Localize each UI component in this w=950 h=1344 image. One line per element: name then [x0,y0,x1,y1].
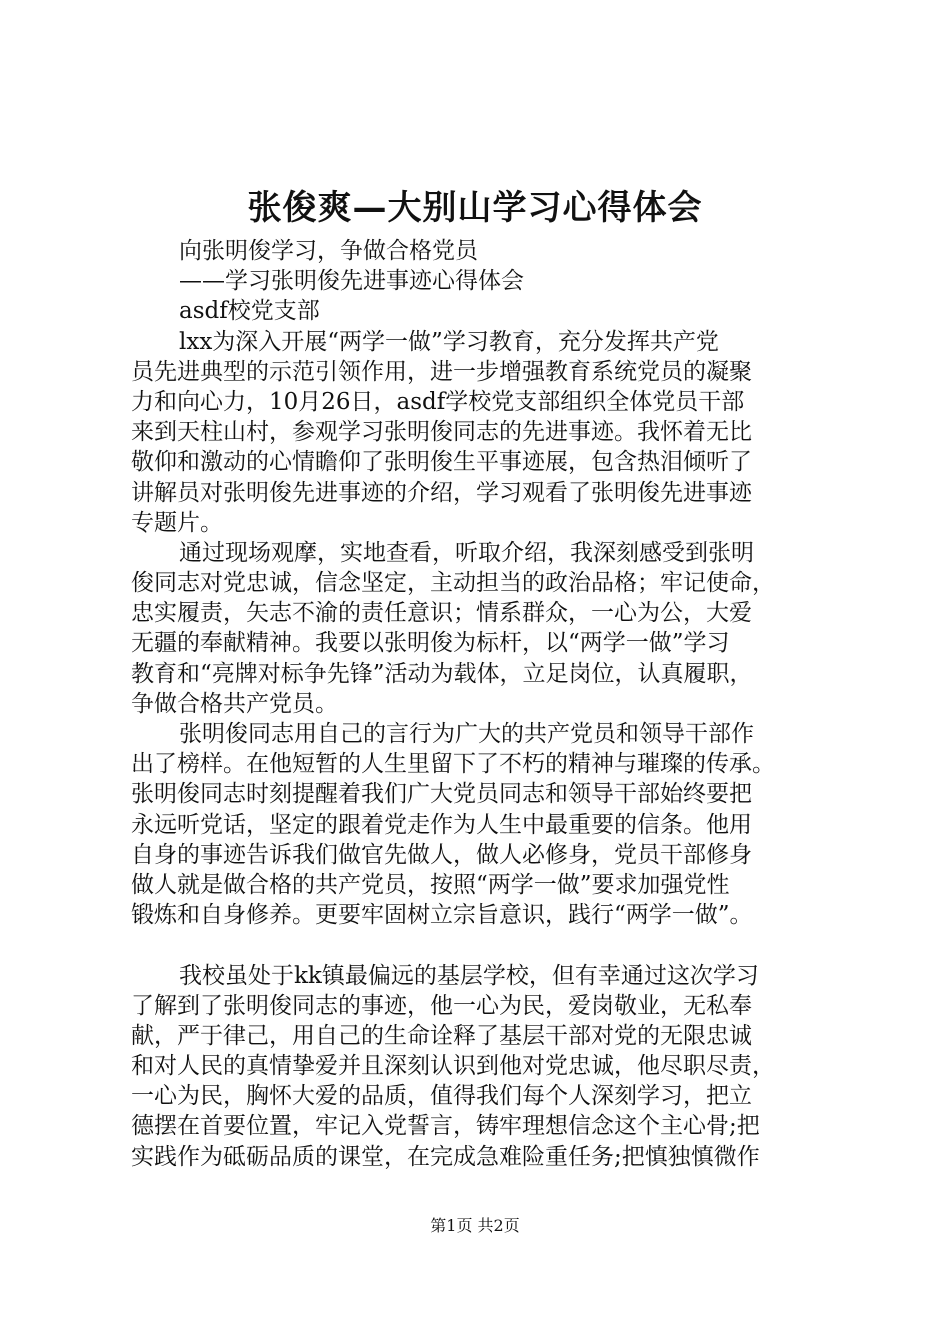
document-body [131,236,845,1172]
document-title: 张俊爽—大别山学习心得体会 [247,188,703,228]
paragraph-line: 来到天柱山村，参观学习张明俊同志的先进事迹。我怀着无比 [131,419,752,446]
page-footer: 第1页 共2页 [430,1216,520,1235]
paragraph-4 [131,961,845,1172]
paragraph-1 [131,327,845,538]
paragraph-line: 自身的事迹告诉我们做官先做人，做人必修身，党员干部修身 [131,841,752,868]
paragraph-3 [131,719,845,930]
paragraph-line: 通过现场观摩，实地查看，听取介绍，我深刻感受到张明 [179,539,754,566]
paragraph-line: 德摆在首要位置，牢记入党誓言，铸牢理想信念这个主心骨;把 [131,1113,760,1140]
paragraph-line: 做人就是做合格的共产党员，按照“两学一做”要求加强党性 [131,871,730,898]
paragraph-line: 和对人民的真情挚爱并且深刻认识到他对党忠诚，他尽职尽责， [131,1053,775,1080]
paragraph-line: 员先进典型的示范引领作用，进一步增强教育系统党员的凝聚 [131,358,752,385]
author-line: asdf校党支部 [179,298,320,325]
paragraph-line: 张明俊同志用自己的言行为广大的共产党员和领导干部作 [179,721,754,747]
paragraph-2 [131,538,845,719]
paragraph-line: 力和向心力，10月26日，asdf学校党支部组织全体党员干部 [131,388,745,415]
paragraph-line: 永远听党话，坚定的跟着党走作为人生中最重要的信条。他用 [131,811,752,838]
paragraph-spacer [131,930,845,960]
paragraph-line: 了解到了张明俊同志的事迹，他一心为民，爱岗敬业，无私奉 [131,992,752,1019]
subtitle-line: 向张明俊学习，争做合格党员 [179,238,478,264]
paragraph-line: 讲解员对张明俊先进事迹的介绍，学习观看了张明俊先进事迹 [131,479,752,506]
paragraph-line: 献，严于律己，用自己的生命诠释了基层干部对党的无限忠诚 [131,1022,752,1049]
paragraph-line: 教育和“亮牌对标争先锋”活动为载体，立足岗位，认真履职， [131,660,753,687]
paragraph-line: 争做合格共产党员。 [131,690,338,717]
paragraph-line: 锻炼和自身修养。更要牢固树立宗旨意识，践行“两学一做”。 [131,902,753,929]
paragraph-line: 一心为民，胸怀大爱的品质，值得我们每个人深刻学习，把立 [131,1083,752,1110]
paragraph-line: 实践作为砥砺品质的课堂，在完成急难险重任务;把慎独慎微作 [131,1143,760,1170]
paragraph-line: 无疆的奉献精神。我要以张明俊为标杆，以“两学一做”学习 [131,630,730,657]
subtitle-line: ——学习张明俊先进事迹心得体会 [179,268,524,295]
paragraph-line: 我校虽处于kk镇最偏远的基层学校，但有幸通过这次学习 [179,962,759,989]
paragraph-line: 俊同志对党忠诚，信念坚定，主动担当的政治品格；牢记使命， [131,570,775,597]
paragraph-line: lxx为深入开展“两学一做”学习教育，充分发挥共产党 [179,328,719,355]
paragraph-line: 敬仰和激动的心情瞻仰了张明俊生平事迹展，包含热泪倾听了 [131,449,752,476]
paragraph-line: 出了榜样。在他短暂的人生里留下了不朽的精神与璀璨的传承。 [131,751,775,778]
paragraph-line: 张明俊同志时刻提醒着我们广大党员同志和领导干部始终要把 [131,781,752,808]
paragraph-line: 忠实履责，矢志不渝的责任意识；情系群众，一心为公，大爱 [131,600,752,627]
paragraph-line: 专题片。 [131,509,223,536]
